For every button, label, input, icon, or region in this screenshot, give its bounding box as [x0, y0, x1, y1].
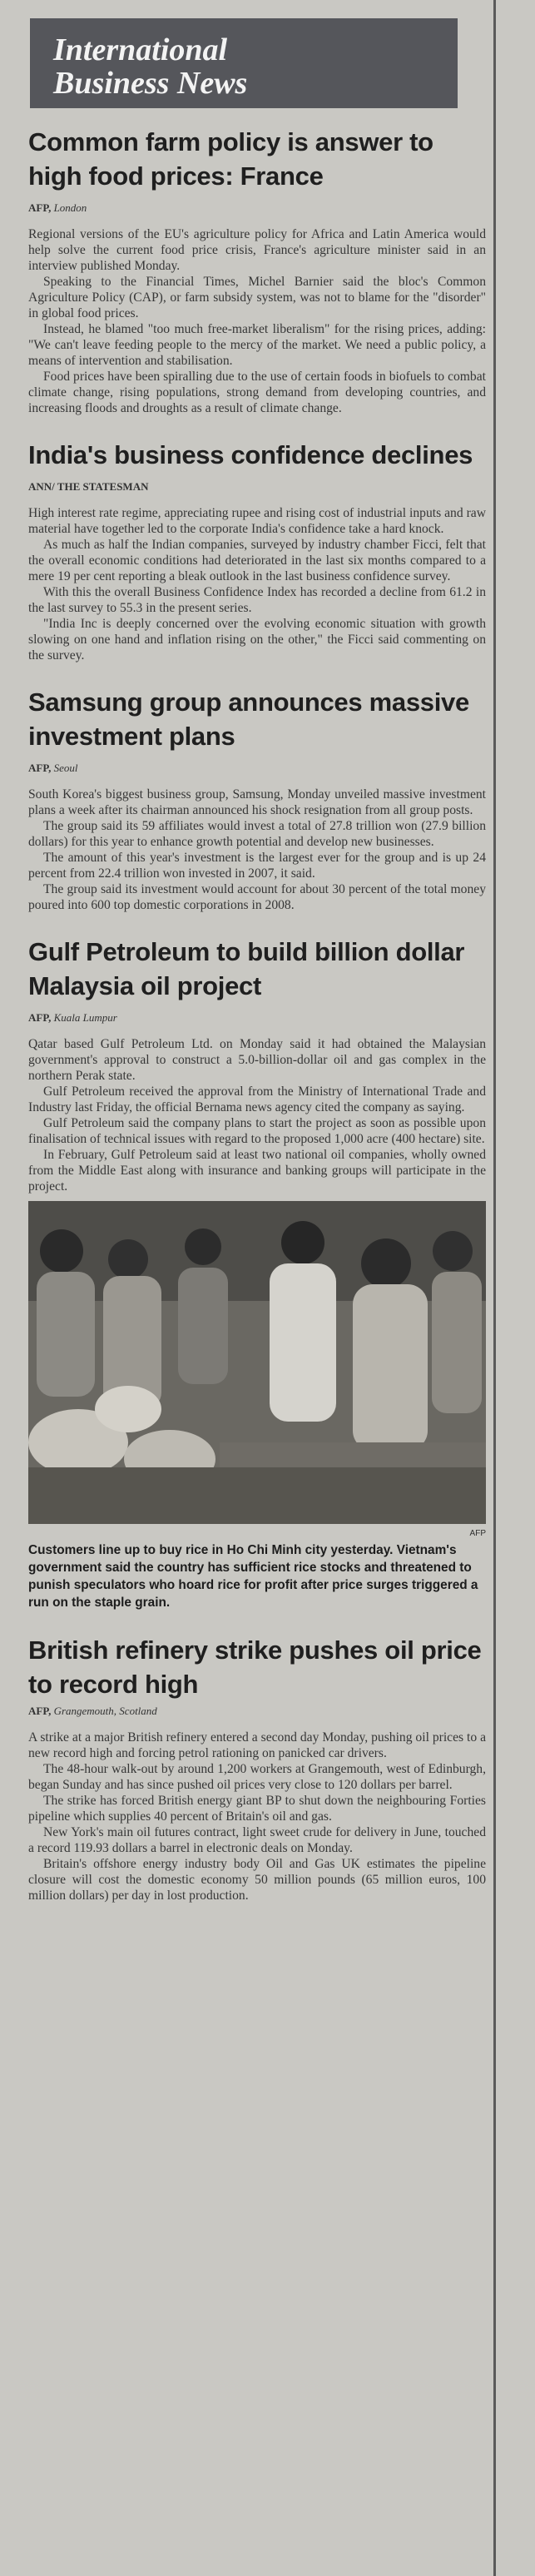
paragraph: The group said its 59 affiliates would invest a total of 27.8 trillion won (27.9 billion dollars) for this year to enhance growth potential and develop new businesses.	[28, 819, 486, 849]
paragraph: Gulf Petroleum said the company plans to start the project as soon as possible upon finalisation of technical issues with regard to the proposed 1,000 acre (400 hectare) site.	[28, 1116, 486, 1146]
paragraph: "India Inc is deeply concerned over the evolving economic situation with growth slowing on one hand and inflation rising on the other," the Ficci said commenting on the survey.	[28, 617, 486, 663]
photo-illustration	[28, 1201, 486, 1524]
byline-agency: ANN/ THE STATESMAN	[28, 480, 149, 493]
paragraph: In February, Gulf Petroleum said at least two national oil companies, wholly owned from the Middle East along with insurance and banking groups will participate in the project.	[28, 1148, 486, 1194]
paragraph: A strike at a major British refinery entered a second day Monday, pushing oil prices to a new record high and forcing petrol rationing on panicked car drivers.	[28, 1730, 486, 1760]
article-body	[28, 787, 486, 913]
article-body	[28, 1036, 486, 1194]
byline-agency: AFP,	[28, 201, 52, 214]
article-refinery-strike	[28, 1633, 486, 1903]
paragraph: Instead, he blamed "too much free-market liberalism" for the rising prices, adding: "We can't leave feeding people to the mercy of the market. We need a public policy, a means of intervention and stabilisation.	[28, 322, 486, 368]
section-title-line1: International	[53, 32, 228, 67]
byline-place: Grangemouth, Scotland	[53, 1705, 157, 1717]
byline-agency: AFP,	[28, 1705, 52, 1717]
headline[interactable]: British refinery strike pushes oil price to record high	[28, 1635, 482, 1699]
byline	[28, 762, 486, 775]
headline[interactable]: Common farm policy is answer to high food prices: France	[28, 127, 433, 191]
byline	[28, 1705, 486, 1718]
byline	[28, 480, 486, 494]
paragraph: Regional versions of the EU's agriculture policy for Africa and Latin America would help solve the current food price crisis, France's agriculture minister said in an interview published Monday.	[28, 227, 486, 273]
article-body	[28, 1730, 486, 1903]
paragraph: South Korea's biggest business group, Samsung, Monday unveiled massive investment plans a week after its chairman announced his shock resignation from all group posts.	[28, 787, 486, 817]
paragraph: Food prices have been spiralling due to the use of certain foods in biofuels to combat climate change, rising populations, strong demand from developing countries, and increasing floods and droughts as a result of climate change.	[28, 370, 486, 415]
column-rule	[493, 0, 496, 2576]
article-body	[28, 505, 486, 663]
byline	[28, 201, 486, 215]
byline-place: Kuala Lumpur	[53, 1011, 117, 1024]
photo-credit: AFP	[469, 1529, 486, 1538]
paragraph: As much as half the Indian companies, surveyed by industry chamber Ficci, felt that the overall economic conditions had deteriorated in the last six months compared to a mere 19 per cent reporting a bleak outlook in the last business confidence survey.	[28, 538, 486, 583]
byline-place: London	[53, 201, 87, 214]
paragraph: The amount of this year's investment is the largest ever for the group and is up 24 percent from 22.4 trillion won invested in 2007, it said.	[28, 851, 486, 881]
paragraph: Britain's offshore energy industry body Oil and Gas UK estimates the pipeline closure will cost the domestic economy 50 million pounds (65 million euros, 100 million dollars) per day in lost production.	[28, 1857, 486, 1903]
article-body	[28, 226, 486, 416]
paragraph: The group said its investment would account for about 30 percent of the total money poured into 600 top domestic corporations in 2008.	[28, 882, 486, 912]
news-column	[28, 18, 486, 1925]
byline	[28, 1011, 486, 1025]
article-farm-policy	[28, 125, 486, 416]
photo-caption: Customers line up to buy rice in Ho Chi Minh city yesterday. Vietnam's government said the country has sufficient rice stocks and threatened to punish speculators who hoard rice for profit after price surges triggered a run on the staple grain.	[28, 1543, 478, 1610]
paragraph: Qatar based Gulf Petroleum Ltd. on Monday said it had obtained the Malaysian government's approval to construct a 5.0-billion-dollar oil and gas complex in the northern Perak state.	[28, 1037, 486, 1083]
paragraph: Gulf Petroleum received the approval from the Ministry of International Trade and Industry last Friday, the official Bernama news agency cited the company as saying.	[28, 1085, 486, 1114]
paragraph: High interest rate regime, appreciating rupee and rising cost of industrial inputs and raw material have together led to the corporate India's confidence take a hard knock.	[28, 506, 486, 536]
news-photo-rice-queue	[28, 1201, 486, 1524]
paragraph: The 48-hour walk-out by around 1,200 workers at Grangemouth, west of Edinburgh, began Sunday and has since pushed oil prices very close to 120 dollars per barrel.	[28, 1762, 486, 1792]
paragraph: New York's main oil futures contract, light sweet crude for delivery in June, touched a record 119.93 dollars a barrel in electronic deals on Monday.	[28, 1825, 486, 1855]
paragraph: Speaking to the Financial Times, Michel Barnier said the bloc's Common Agriculture Policy (CAP), or farm subsidy system, was not to blame for the "disorder" in global food prices.	[28, 275, 486, 320]
headline[interactable]: Samsung group announces massive investment plans	[28, 687, 469, 751]
article-samsung	[28, 685, 486, 913]
section-header	[30, 18, 458, 108]
byline-agency: AFP,	[28, 762, 52, 774]
headline[interactable]: India's business confidence declines	[28, 440, 473, 469]
headline[interactable]: Gulf Petroleum to build billion dollar Malaysia oil project	[28, 937, 465, 1000]
article-india-confidence	[28, 438, 486, 663]
section-title-line2: Business News	[53, 66, 248, 101]
byline-agency: AFP,	[28, 1011, 52, 1024]
paragraph: The strike has forced British energy giant BP to shut down the neighbouring Forties pipeline which supplies 40 percent of Britain's oil and gas.	[28, 1794, 486, 1824]
article-gulf-petroleum	[28, 935, 486, 1194]
paragraph: With this the overall Business Confidence Index has recorded a decline from 61.2 in the last survey to 55.3 in the present series.	[28, 585, 486, 615]
byline-place: Seoul	[53, 762, 78, 774]
